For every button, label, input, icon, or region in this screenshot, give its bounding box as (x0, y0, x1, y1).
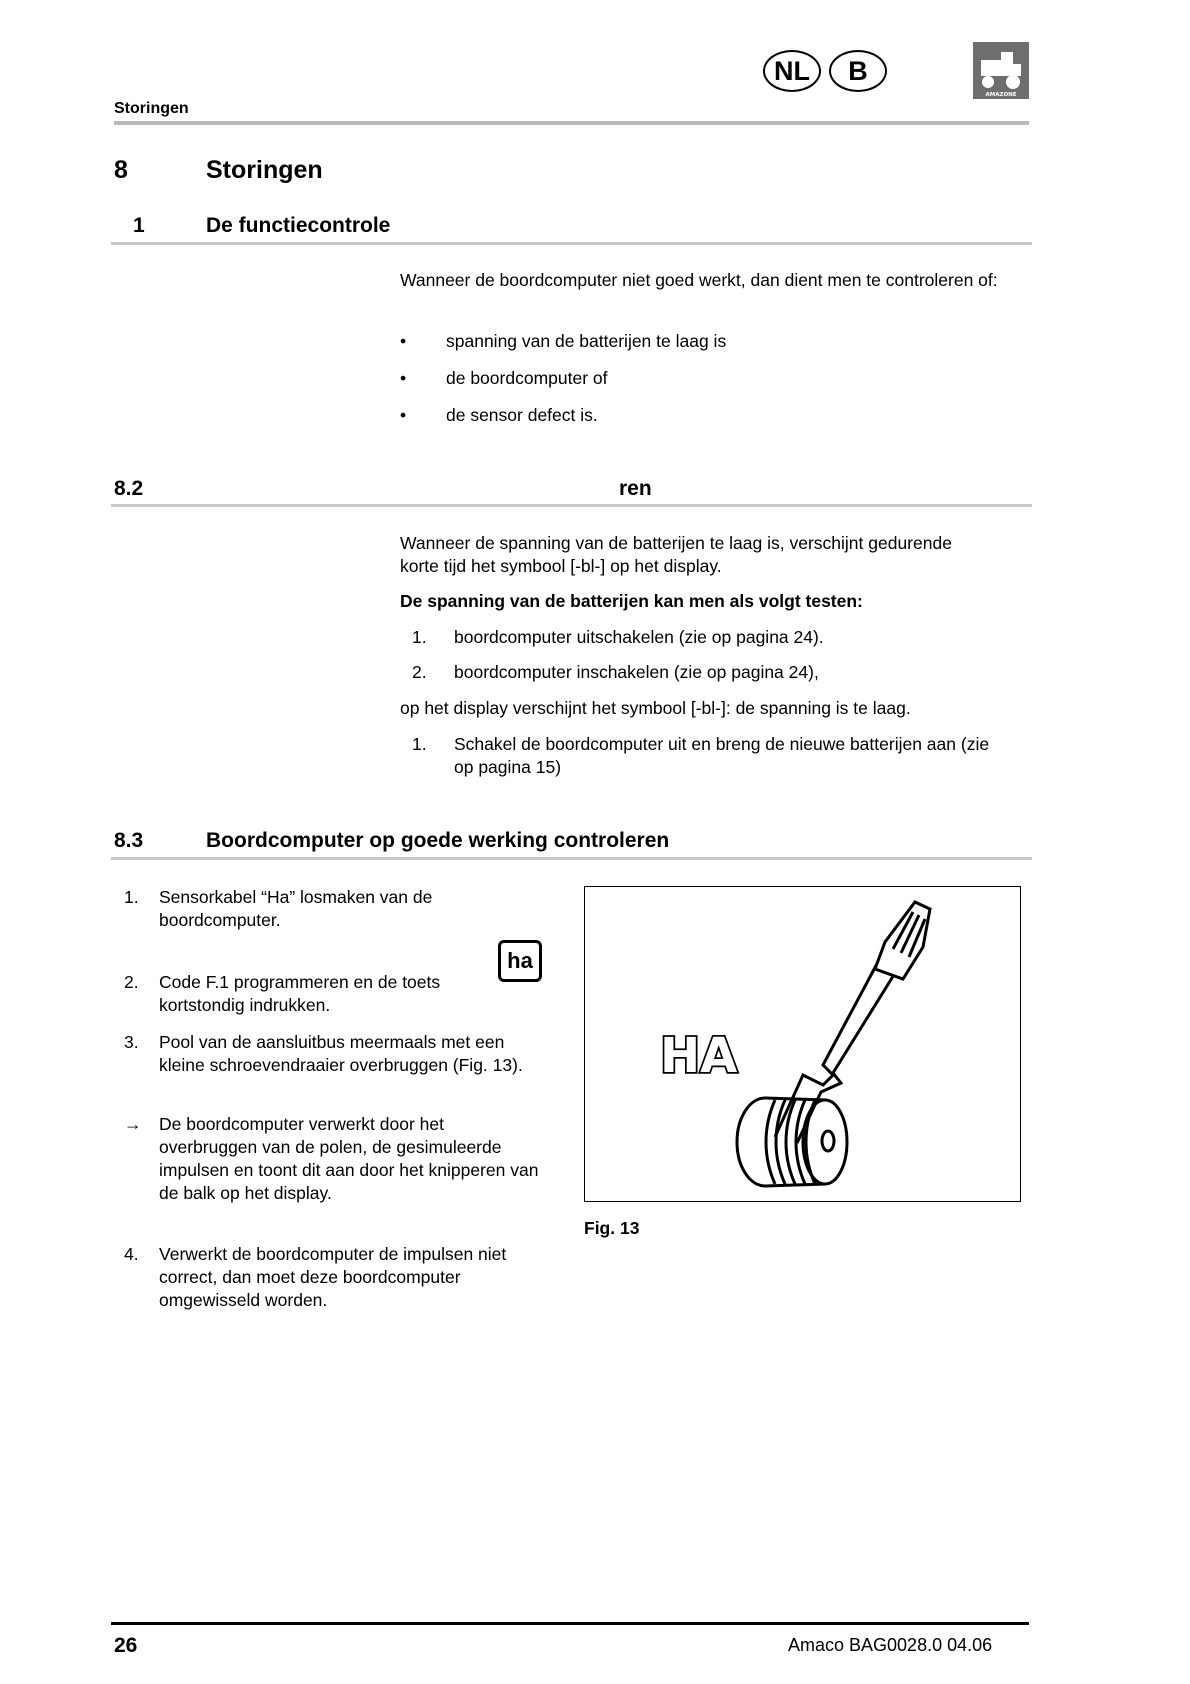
list-item: • de boordcomputer of (400, 368, 608, 388)
section-2-rule (111, 504, 1032, 507)
item-4-text: Verwerkt de boordcomputer de impulsen niet correct, dan moet deze boordcomputer omgewisseld worden. (159, 1244, 507, 1310)
lang-badge-nl: NL (763, 50, 821, 92)
footer-rule (111, 1622, 1029, 1625)
list-item: 2. boordcomputer inschakelen (zie op pagina 24), (412, 662, 819, 682)
header-rule (114, 121, 1029, 125)
logo-text: AMAZONE (985, 92, 1017, 98)
item-2-marker: 2. (124, 972, 139, 992)
item-arrow-marker: → (124, 1114, 142, 1134)
section-1-bullet-list (400, 330, 726, 427)
section-3-number: 8.3 (114, 829, 144, 852)
section-3-title: Boordcomputer op goede werking controleren (206, 829, 670, 852)
section-2-result: op het display verschijnt het symbool [-bl-]: de spanning is te laag. (400, 698, 911, 718)
list-item: 1. boordcomputer uitschakelen (zie op pagina 24). (412, 627, 824, 647)
section-2-intro: Wanneer de spanning van de batterijen te laag is, verschijnt gedurende korte tijd het symbool [-bl-] op het display. (400, 533, 952, 576)
section-2-title: ren (619, 477, 652, 500)
figure-13-caption: Fig. 13 (584, 1218, 640, 1238)
item-3-text: Pool van de aansluitbus meermaals met een kleine schroevendraaier overbruggen (Fig. 13). (159, 1032, 523, 1075)
chapter-title: Storingen (206, 156, 323, 184)
lang-badge-b: B (829, 50, 887, 92)
section-2-number: 8.2 (114, 477, 144, 500)
screwdriver-connector-illustration (585, 887, 1019, 1200)
item-1-marker: 1. (124, 887, 139, 907)
item-arrow-text: De boordcomputer verwerkt door het overbruggen van de polen, de gesimuleerde impulsen en toont dit aan door het knipperen van de balk op het display. (159, 1114, 539, 1203)
list-item: • de sensor defect is. (400, 405, 598, 425)
page-number: 26 (114, 1634, 138, 1657)
section-3-rule (111, 857, 1032, 860)
list-item: • spanning van de batterijen te laag is (400, 331, 727, 351)
amazone-logo (973, 42, 1029, 99)
connector-plug-icon (737, 1098, 847, 1186)
document-reference: Amaco BAG0028.0 04.06 (788, 1635, 993, 1655)
figure-label-ha: HA (660, 1028, 738, 1084)
item-4-marker: 4. (124, 1244, 139, 1264)
section-1-title: De functiecontrole (206, 214, 391, 237)
chapter-number: 8 (114, 156, 128, 184)
item-3-marker: 3. (124, 1032, 139, 1052)
section-2-test-heading: De spanning van de batterijen kan men als volgt testen: (400, 591, 863, 611)
section-1-intro: Wanneer de boordcomputer niet goed werkt, dan dient men te controleren of: (400, 270, 998, 290)
item-1-text: Sensorkabel “Ha” losmaken van de boordcomputer. (159, 887, 433, 930)
section-1-rule (111, 242, 1032, 245)
ha-key-icon: ha (498, 940, 542, 982)
language-badges (763, 50, 887, 92)
section-2-steps (412, 626, 824, 684)
item-2-text: Code F.1 programmeren en de toets kortstondig indrukken. (159, 972, 441, 1015)
running-header: Storingen (114, 100, 189, 117)
figure-13 (584, 886, 1021, 1202)
section-1-number: 1 (133, 214, 145, 237)
section-2-fix: 1. Schakel de boordcomputer uit en breng de nieuwe batterijen aan (zie op pagina 15) (412, 734, 990, 777)
